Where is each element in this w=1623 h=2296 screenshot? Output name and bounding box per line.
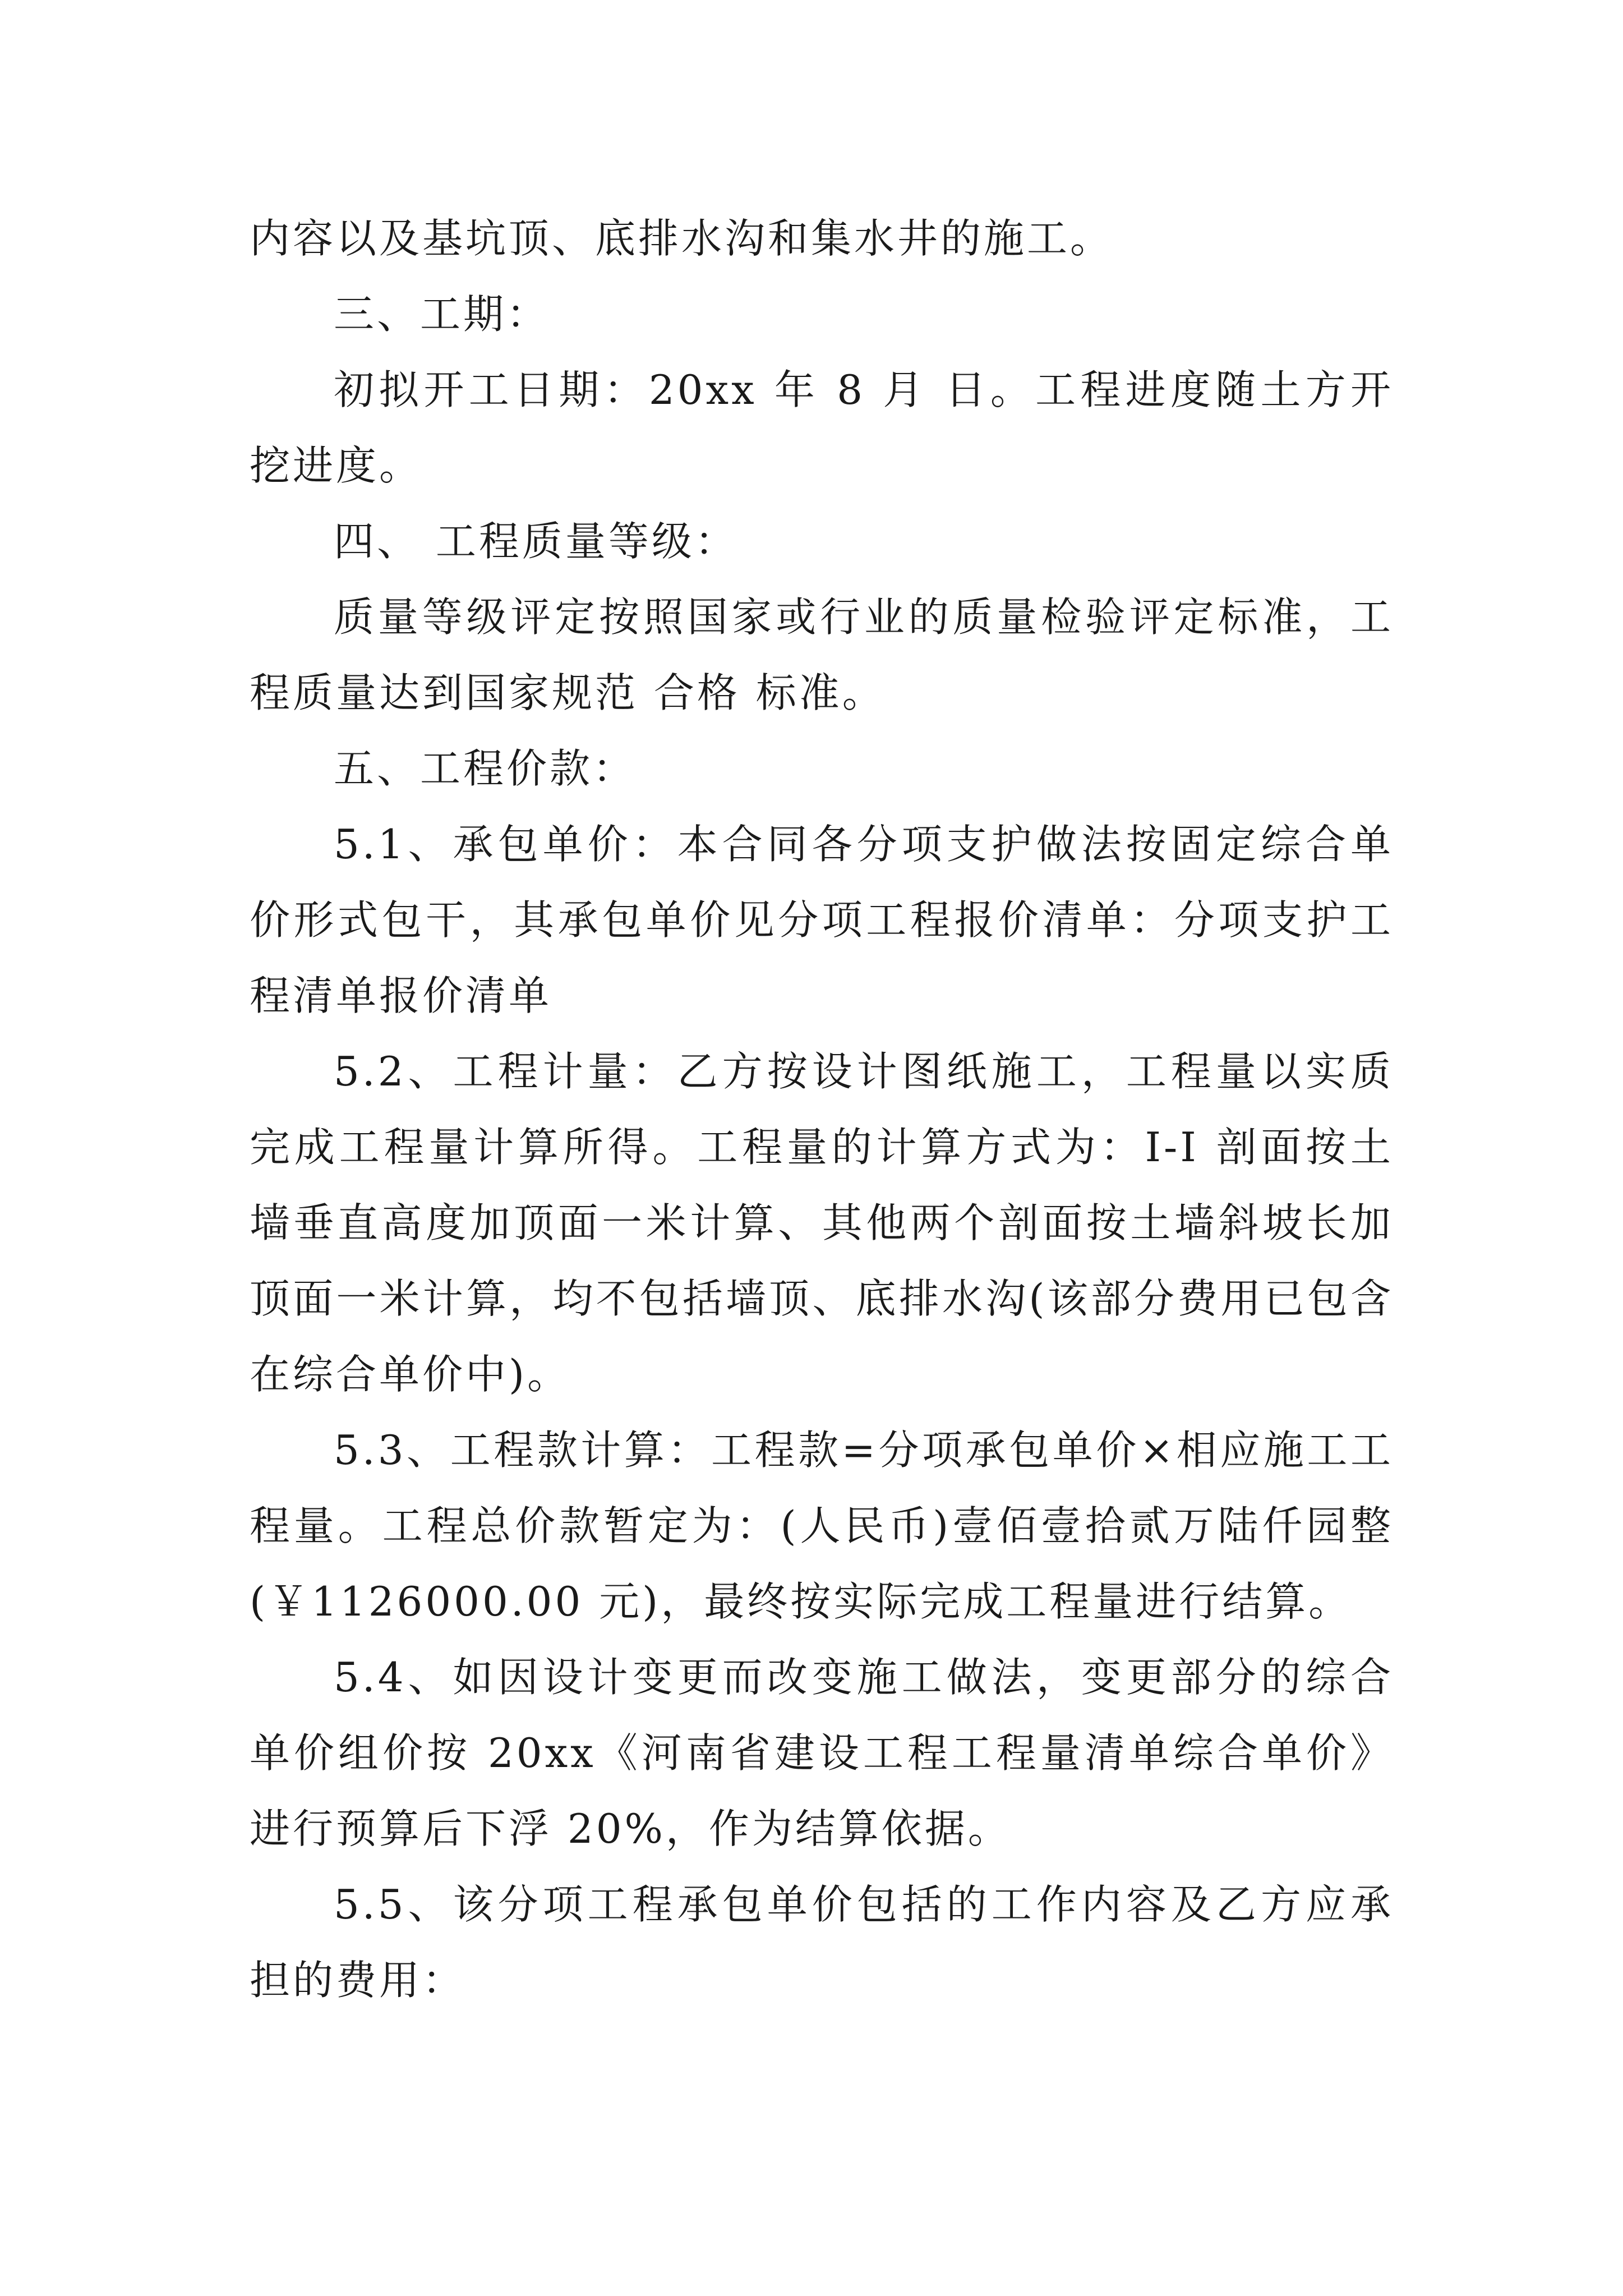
heading-contract-price: 五、工程价款： bbox=[334, 745, 637, 792]
clause-5-1: 5.1、承包单价：本合同各分项支护做法按固定综合单价形式包干，其承包单价见分项工程报价清单：分项支护工程清单报价清单 bbox=[250, 821, 1394, 1019]
heading-quality-grade: 四、 工程质量等级： bbox=[334, 518, 738, 565]
clause-5-4: 5.4、如因设计变更而改变施工做法，变更部分的综合单价组价按 20xx《河南省建设工程工程量清单综合单价》进行预算后下浮 20%，作为结算依据。 bbox=[250, 1654, 1394, 1852]
clause-5-3: 5.3、工程款计算：工程款=分项承包单价×相应施工工程量。工程总价款暂定为：(人民币)壹佰壹拾贰万陆仟园整(￥1126000.00 元)，最终按实际完成工程量进行结算。 bbox=[250, 1427, 1394, 1625]
document-body bbox=[250, 201, 1394, 2018]
heading-construction-period: 三、工期： bbox=[334, 291, 550, 338]
clause-5-5: 5.5、该分项工程承包单价包括的工作内容及乙方应承担的费用： bbox=[250, 1881, 1394, 2004]
paragraph-continuation: 内容以及基坑顶、底排水沟和集水井的施工。 bbox=[250, 215, 1114, 262]
paragraph-quality-standard: 质量等级评定按照国家或行业的质量检验评定标准，工程质量达到国家规范 合格 标准。 bbox=[250, 593, 1394, 716]
clause-5-2: 5.2、工程计量：乙方按设计图纸施工，工程量以实质完成工程量计算所得。工程量的计算方式为：I-I 剖面按土墙垂直高度加顶面一米计算、其他两个剖面按土墙斜坡长加顶面一米计算，均不包括墙顶、底排水沟(该部分费用已包含在综合单价中)。 bbox=[250, 1048, 1394, 1398]
paragraph-start-date: 初拟开工日期：20xx 年 8 月 日。工程进度随土方开挖进度。 bbox=[250, 366, 1394, 489]
